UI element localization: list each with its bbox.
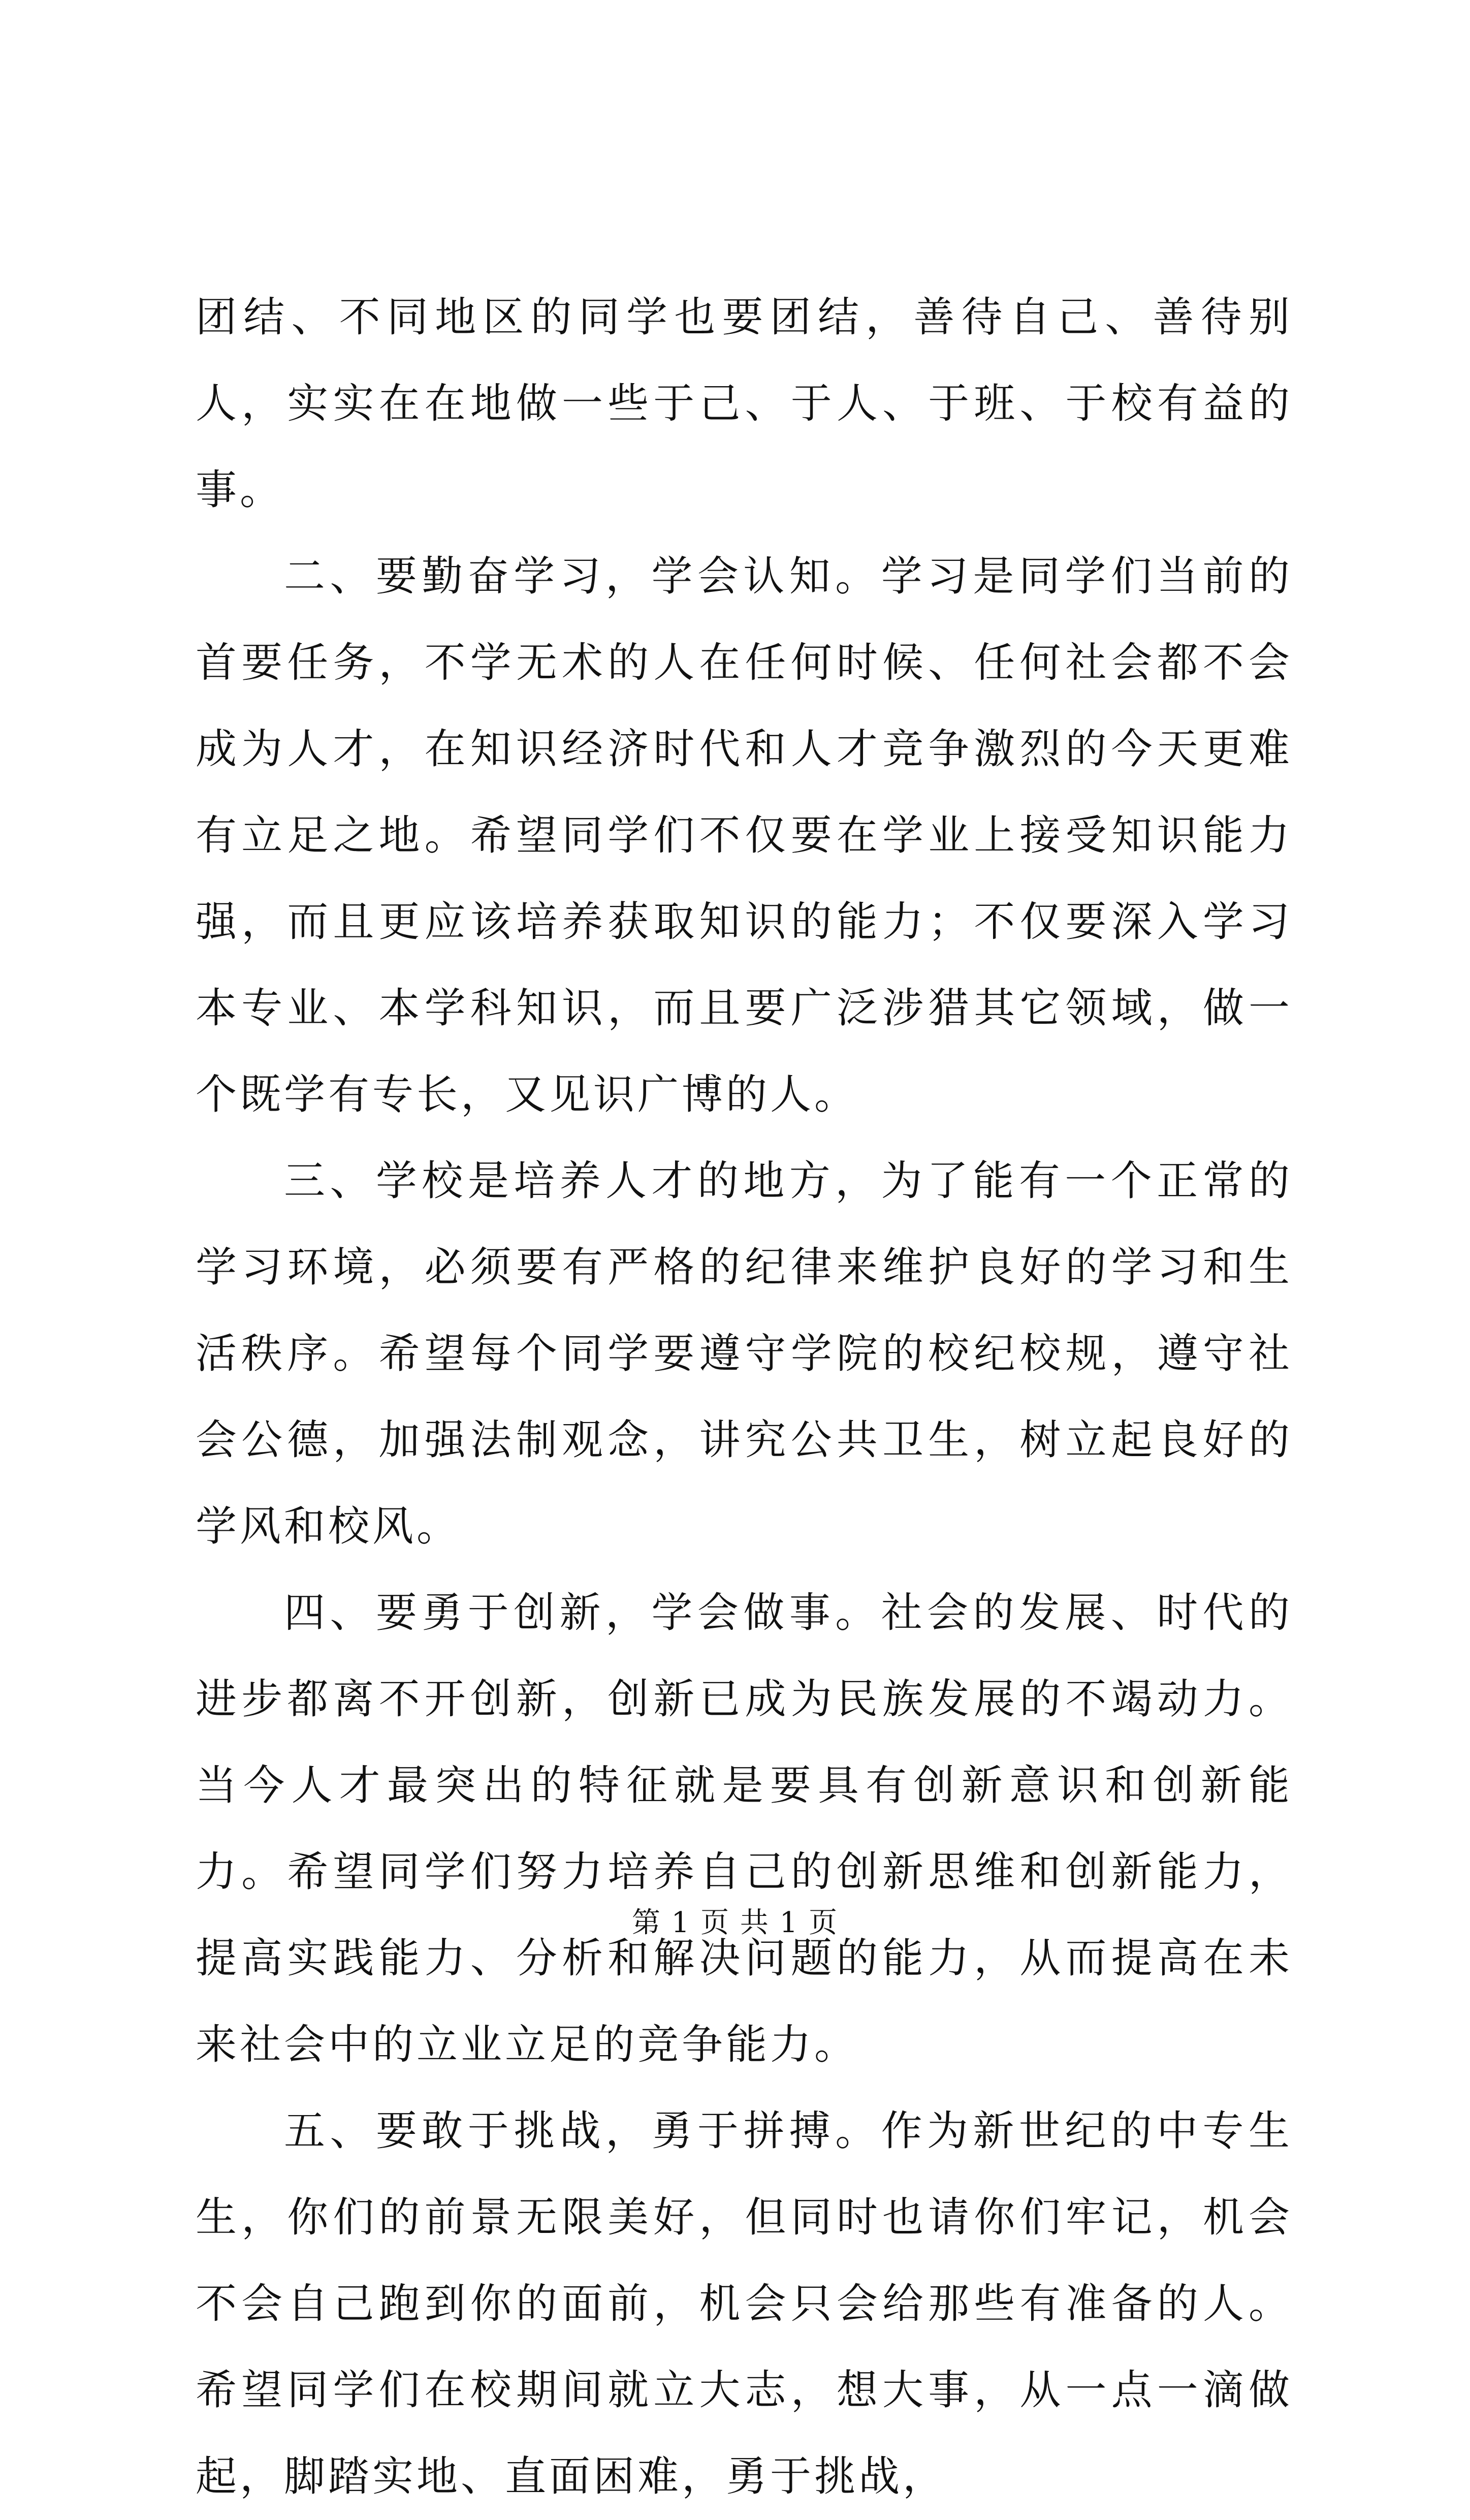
- paragraph-4: 四、要勇于创新，学会做事。社会的发展、时代的进步都离不开创新，创新已成为民族发展的不竭动力。当今人才最突出的特征就是要具有创新意识和创新能力。希望同学们努力培养自己的创新思维和创新能力，提高实践能力、分析和解决问题的能力，从而提高在未来社会中的立业立足的竞争能力。: [196, 1589, 1293, 2069]
- page-number-footer: 第 1 页 共 1 页: [631, 1906, 839, 1939]
- document-body: [196, 274, 1293, 2520]
- paragraph-2: 二、要勤奋学习，学会认知。学习是同学们当前的首要任务，不学无术的人在任何时候、任何社会都不会成为人才，在知识经济时代和人才竞争激烈的今天更难有立足之地。希望同学们不仅要在学业上接受知识能力强，而且更应该培养获取知识的能力；不仅要深入学习本专业、本学科知识，而且要广泛涉猎其它领域，做一个既学有专长，又见识广博的人。: [196, 553, 1293, 1119]
- paragraph-3: 三、学校是培养人才的地方，为了能有一个正常的学习环境，必须要有严格的纪律来维护良好的学习和生活秩序。希望每个同学要遵守学院的校纪校规，遵守社会公德，加强法制观念，讲究公共卫生，树立起良好的学风和校风。: [196, 1157, 1293, 1551]
- paragraph-5: 五、要敢于挑战，勇于拼搏。作为新世纪的中专生生，你们的前景无限美好，但同时也请你们牢记，机会不会自己跑到你的面前，机会只会给那些有准备的人。希望同学们在校期间就立大志，想大事，从一点一滴做起，脚踏实地、直面困难，勇于挑战，: [196, 2107, 1293, 2501]
- paragraph-1: 团结、不同地区的同学也要团结，善待自己、善待别人，实实在在地做一些于己、于人、于班、于校有益的事。: [196, 294, 1293, 514]
